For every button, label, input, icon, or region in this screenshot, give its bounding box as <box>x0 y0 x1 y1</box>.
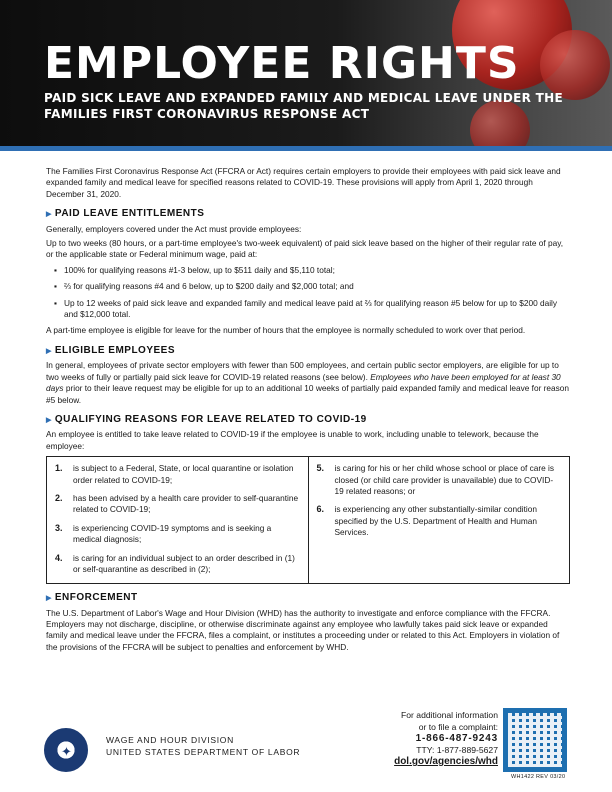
blue-triangle-icon: ▶ <box>46 595 52 603</box>
reason-text: has been advised by a health care provider to self-quarantine related to COVID-19; <box>73 492 299 515</box>
qualifying-lead: An employee is entitled to take leave related to COVID-19 if the employee is unable to work, including unable to telework, because the employee: <box>46 429 539 451</box>
section-heading-eligible <box>46 345 570 357</box>
form-number: WH1422 REV 03/20 <box>511 774 566 780</box>
section-heading-qualifying <box>46 414 570 426</box>
header-divider <box>0 146 612 151</box>
paid-leave-bullets <box>54 265 570 321</box>
reason-text: is experiencing COVID-19 symptoms and is seeking a medical diagnosis; <box>73 522 272 545</box>
reason-text: is caring for his or her child whose school or place of care is closed (or child care provider is unavailable) due to COVID-19 related reasons; or <box>334 463 555 496</box>
reason-item <box>317 463 562 497</box>
enforcement-paragraph: The U.S. Department of Labor's Wage and Hour Division (WHD) has the authority to investigate and enforce compliance with the FFCRA. Employers may not discharge, discipline, or otherwise discriminate against any employee who lawfully takes paid sick leave or expanded family and medical leave under the FFCRA, files a complaint, or institutes a proceeding under or related to this Act. Employers in violation of the provisions of the FFCRA will be subject to penalties and enforcement by WHD. <box>46 607 560 652</box>
header-banner <box>0 0 612 146</box>
list-item-text: ⅔ for qualifying reasons #4 and 6 below, up to $200 daily and $2,000 total; and <box>64 281 354 292</box>
reason-item <box>55 463 300 486</box>
section-heading-text: QUALIFYING REASONS FOR LEAVE RELATED TO COVID-19 <box>54 413 367 425</box>
qr-code-icon[interactable] <box>503 708 567 772</box>
reason-number: 4. <box>55 552 63 563</box>
contact-line-2: or to file a complaint: <box>418 721 498 732</box>
eligible-paragraph <box>46 360 570 406</box>
page-subtitle: PAID SICK LEAVE AND EXPANDED FAMILY AND MEDICAL LEAVE UNDER THE FAMILIES FIRST CORONAVIRUS RESPONSE ACT <box>44 91 563 121</box>
agency-line-1: WAGE AND HOUR DIVISION <box>106 735 234 745</box>
reasons-column-left <box>47 457 309 583</box>
list-item-text: Up to 12 weeks of paid sick leave and expanded family and medical leave paid at ⅔ for qualifying reason #5 below for up to $200 daily and $12,000 total. <box>64 297 558 320</box>
reason-text: is experiencing any other substantially-similar condition specified by the U.S. Department of Health and Human Services. <box>334 504 537 538</box>
tty-number[interactable]: TTY: 1-877-889-5627 <box>416 744 498 755</box>
blue-triangle-icon: ▶ <box>46 347 52 355</box>
contact-line-1: For additional information <box>401 710 498 720</box>
main-content <box>46 166 570 653</box>
page-title: EMPLOYEE RIGHTS <box>44 38 520 89</box>
section-heading-text: ELIGIBLE EMPLOYEES <box>54 344 176 356</box>
intro-paragraph: The Families First Coronavirus Response Act (FFCRA or Act) requires certain employers to provide their employees with paid sick leave and expanded family and medical leave for specified reasons related to COVID-19. These provisions will apply from April 1, 2020 through December 31, 2020. <box>46 166 561 199</box>
paid-leave-lead: Generally, employers covered under the Act must provide employees: <box>46 223 302 234</box>
contact-info <box>394 710 498 768</box>
eligible-italic-text: Employees who have been employed for at least 30 days <box>46 371 561 394</box>
blue-triangle-icon: ▶ <box>46 211 52 219</box>
eligible-text-continued: prior to their leave request may be eligible for up to an additional 10 weeks of partially paid expanded family and medical leave for reason #5 below. <box>46 383 570 405</box>
reason-number: 5. <box>316 463 325 474</box>
bullet-icon: ▪ <box>54 281 57 292</box>
reason-text: is caring for an individual subject to an order described in (1) or self-quarantine as described in (2); <box>73 552 295 574</box>
list-item <box>54 281 570 292</box>
complaint-phone-number[interactable]: 1-866-487-9243 <box>415 733 498 744</box>
reason-number: 1. <box>55 463 63 474</box>
department-of-labor-seal-icon <box>44 728 88 772</box>
agency-line-2: UNITED STATES DEPARTMENT OF LABOR <box>106 746 301 757</box>
reasons-column-right <box>309 457 570 583</box>
reason-number: 6. <box>316 504 325 515</box>
reason-item <box>55 493 300 516</box>
qr-code-pattern <box>508 713 562 767</box>
section-heading-enforcement <box>46 592 570 604</box>
reason-item <box>55 553 300 576</box>
reason-number: 2. <box>55 492 63 503</box>
section-heading-text: ENFORCEMENT <box>54 592 138 604</box>
bullet-icon: ▪ <box>54 264 57 275</box>
website-link[interactable]: dol.gov/agencies/whd <box>394 756 498 767</box>
reason-text: is subject to a Federal, State, or local quarantine or isolation order related to COVID-19; <box>73 463 294 485</box>
blue-triangle-icon: ▶ <box>46 416 52 424</box>
eagle-icon: ✦ <box>61 744 72 759</box>
agency-name <box>106 735 300 758</box>
paid-leave-detail: Up to two weeks (80 hours, or a part-time employee's two-week equivalent) of paid sick leave based on the higher of their regular rate of pay, or the applicable state or Federal minimum wage, paid at: <box>46 238 564 260</box>
footer <box>0 702 612 792</box>
part-time-paragraph: A part-time employee is eligible for leave for the number of hours that the employee is normally scheduled to work over that period. <box>46 325 526 336</box>
reason-item <box>317 504 562 538</box>
bullet-icon: ▪ <box>54 297 57 308</box>
qualifying-reasons-box <box>46 456 570 584</box>
section-heading-text: PAID LEAVE ENTITLEMENTS <box>54 208 205 220</box>
reason-item <box>55 523 300 546</box>
list-item <box>54 298 570 321</box>
list-item <box>54 265 570 276</box>
reason-number: 3. <box>55 522 63 533</box>
eligible-text: In general, employees of private sector employers with fewer than 500 employees, and certain public sector employers, are eligible for up to two weeks of fully or partially paid sick leave for COVID-19 related reasons (see below). <box>46 360 559 382</box>
section-heading-paid-leave <box>46 208 570 220</box>
list-item-text: 100% for qualifying reasons #1-3 below, up to $511 daily and $5,110 total; <box>64 264 335 275</box>
